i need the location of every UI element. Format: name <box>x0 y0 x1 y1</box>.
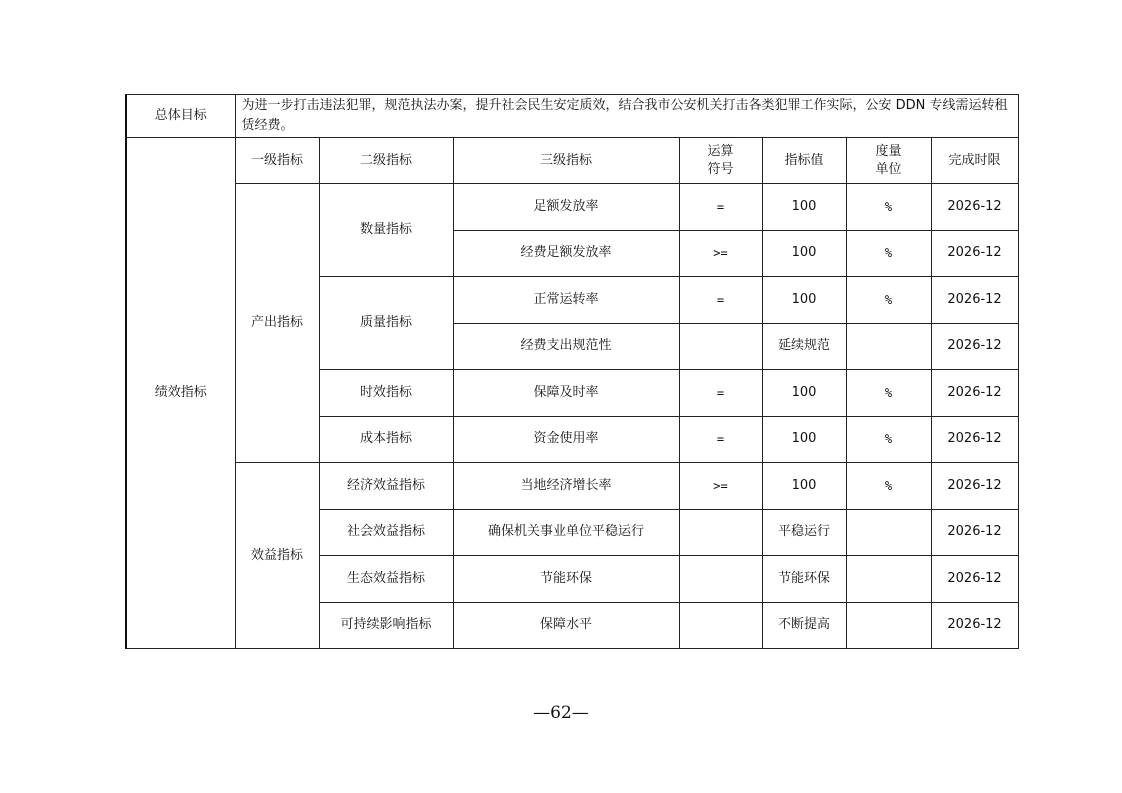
level1-cell: 产出指标 <box>235 184 319 463</box>
level2-cell: 质量指标 <box>319 277 453 370</box>
header-value: 指标值 <box>762 138 846 184</box>
value-cell: 100 <box>762 463 846 510</box>
operator-cell: = <box>679 277 762 324</box>
value-cell: 延续规范 <box>762 323 846 370</box>
unit-cell <box>846 556 931 603</box>
deadline-cell: 2026-12 <box>931 463 1018 510</box>
header-operator-line2: 符号 <box>707 161 734 177</box>
level2-cell: 时效指标 <box>319 370 453 417</box>
header-deadline: 完成时限 <box>931 138 1018 184</box>
level3-cell: 正常运转率 <box>453 277 679 324</box>
deadline-cell: 2026-12 <box>931 323 1018 370</box>
unit-cell <box>846 602 931 649</box>
operator-cell <box>679 323 762 370</box>
level2-cell: 生态效益指标 <box>319 556 453 603</box>
header-operator <box>679 138 762 184</box>
value-cell: 不断提高 <box>762 602 846 649</box>
level2-cell: 社会效益指标 <box>319 509 453 556</box>
value-cell: 100 <box>762 277 846 324</box>
operator-cell: >= <box>679 463 762 510</box>
operator-cell <box>679 556 762 603</box>
header-unit-line1: 度量 <box>875 143 902 159</box>
unit-cell: % <box>846 277 931 324</box>
header-unit <box>846 138 931 184</box>
level3-cell: 足额发放率 <box>453 184 679 231</box>
operator-cell: = <box>679 184 762 231</box>
level1-cell: 效益指标 <box>235 463 319 649</box>
deadline-cell: 2026-12 <box>931 370 1018 417</box>
performance-label: 绩效指标 <box>126 138 235 649</box>
operator-cell <box>679 602 762 649</box>
operator-cell: >= <box>679 230 762 277</box>
value-cell: 100 <box>762 370 846 417</box>
unit-cell <box>846 323 931 370</box>
deadline-cell: 2026-12 <box>931 230 1018 277</box>
level3-cell: 节能环保 <box>453 556 679 603</box>
level3-cell: 经费足额发放率 <box>453 230 679 277</box>
goal-text: 为进一步打击违法犯罪，规范执法办案，提升社会民生安定质效，结合我市公安机关打击各类犯罪工作实际，公安 DDN 专线需运转租赁经费。 <box>235 95 1018 138</box>
value-cell: 100 <box>762 230 846 277</box>
performance-table <box>125 94 1019 649</box>
deadline-cell: 2026-12 <box>931 277 1018 324</box>
table-row <box>126 184 1018 231</box>
unit-cell: % <box>846 230 931 277</box>
page-number: —62— <box>533 703 589 723</box>
level3-cell: 保障及时率 <box>453 370 679 417</box>
deadline-cell: 2026-12 <box>931 509 1018 556</box>
level2-cell: 经济效益指标 <box>319 463 453 510</box>
unit-cell: % <box>846 184 931 231</box>
level2-cell: 成本指标 <box>319 416 453 463</box>
header-row <box>126 138 1018 184</box>
table-row <box>126 463 1018 510</box>
unit-cell: % <box>846 463 931 510</box>
level3-cell: 资金使用率 <box>453 416 679 463</box>
unit-cell: % <box>846 416 931 463</box>
header-operator-line1: 运算 <box>707 143 734 159</box>
value-cell: 平稳运行 <box>762 509 846 556</box>
goal-label: 总体目标 <box>126 95 235 138</box>
value-cell: 100 <box>762 416 846 463</box>
level2-cell: 数量指标 <box>319 184 453 277</box>
operator-cell: = <box>679 416 762 463</box>
deadline-cell: 2026-12 <box>931 184 1018 231</box>
level2-cell: 可持续影响指标 <box>319 602 453 649</box>
operator-cell: = <box>679 370 762 417</box>
level3-cell: 经费支出规范性 <box>453 323 679 370</box>
value-cell: 节能环保 <box>762 556 846 603</box>
deadline-cell: 2026-12 <box>931 602 1018 649</box>
goal-row <box>126 95 1018 138</box>
header-unit-line2: 单位 <box>875 161 902 177</box>
operator-cell <box>679 509 762 556</box>
header-level1: 一级指标 <box>235 138 319 184</box>
level3-cell: 确保机关事业单位平稳运行 <box>453 509 679 556</box>
unit-cell: % <box>846 370 931 417</box>
level3-cell: 当地经济增长率 <box>453 463 679 510</box>
header-level2: 二级指标 <box>319 138 453 184</box>
level3-cell: 保障水平 <box>453 602 679 649</box>
value-cell: 100 <box>762 184 846 231</box>
header-level3: 三级指标 <box>453 138 679 184</box>
deadline-cell: 2026-12 <box>931 556 1018 603</box>
deadline-cell: 2026-12 <box>931 416 1018 463</box>
unit-cell <box>846 509 931 556</box>
